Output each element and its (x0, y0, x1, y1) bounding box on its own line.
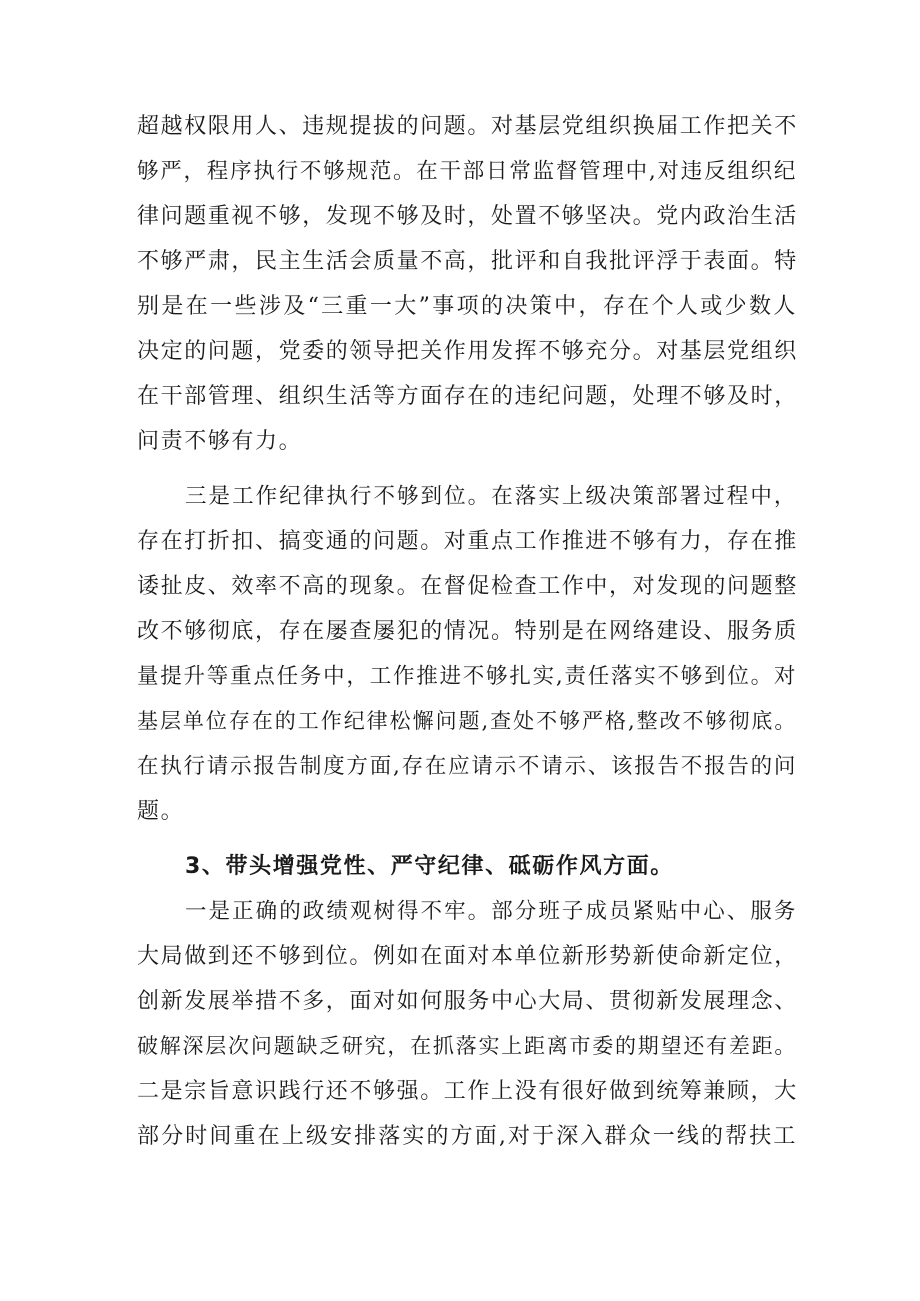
text-line: 一是正确的政绩观树得不牢。部分班子成员紧贴中心、服务 (185, 899, 797, 924)
text-line: 量提升等重点任务中，工作推进不够扎实,责任落实不够到位。对 (137, 664, 797, 689)
text-line: 基层单位存在的工作纪律松懈问题,查处不够严格,整改不够彻底。 (137, 709, 797, 733)
text-line: 创新发展举措不多，面对如何服务中心大局、贯彻新发展理念、 (137, 989, 798, 1014)
text-line: 问责不够有力。 (137, 429, 303, 454)
text-line: 超越权限用人、违规提拔的问题。对基层党组织换届工作把关不 (137, 114, 798, 139)
text-line: 不够严肃，民主生活会质量不高，批评和自我批评浮于表面。特 (137, 249, 798, 274)
text-line: 改不够彻底，存在屡查屡犯的情况。特别是在网络建设、服务质 (137, 619, 798, 644)
text-line: 够严，程序执行不够规范。在干部日常监督管理中,对违反组织纪 (137, 159, 797, 184)
text-line: 诿扯皮、效率不高的现象。在督促检查工作中，对发现的问题整 (137, 574, 798, 599)
section-heading-text: 3、带头增强党性、严守纪律、砥砺作风方面。 (185, 854, 674, 879)
text-line: 二是宗旨意识践行还不够强。工作上没有很好做到统筹兼顾，大 (137, 1079, 798, 1104)
paragraph-organization-discipline (137, 104, 797, 464)
text-line: 存在打折扣、搞变通的问题。对重点工作推进不够有力，存在推 (137, 529, 798, 554)
text-line: 题。 (137, 799, 185, 824)
text-line: 大局做到还不够到位。例如在面对本单位新形势新使命新定位， (137, 944, 798, 969)
text-line: 在干部管理、组织生活等方面存在的违纪问题，处理不够及时， (137, 384, 798, 409)
text-line: 律问题重视不够，发现不够及时，处置不够坚决。党内政治生活 (137, 204, 798, 229)
text-line: 别是在一些涉及“三重一大”事项的决策中，存在个人或少数人 (137, 294, 797, 319)
text-line: 三是工作纪律执行不够到位。在落实上级决策部署过程中， (185, 484, 797, 509)
paragraph-work-discipline (137, 474, 797, 834)
text-line: 决定的问题，党委的领导把关作用发挥不够充分。对基层党组织 (137, 339, 798, 364)
section-heading (137, 844, 797, 889)
document-body (137, 104, 797, 1159)
paragraph-performance-view (137, 889, 797, 1159)
text-line: 破解深层次问题缺乏研究，在抓落实上距离市委的期望还有差距。 (137, 1034, 797, 1058)
text-line: 部分时间重在上级安排落实的方面,对于深入群众一线的帮扶工 (137, 1124, 797, 1149)
text-line: 在执行请示报告制度方面,存在应请示不请示、该报告不报告的问 (137, 754, 797, 779)
